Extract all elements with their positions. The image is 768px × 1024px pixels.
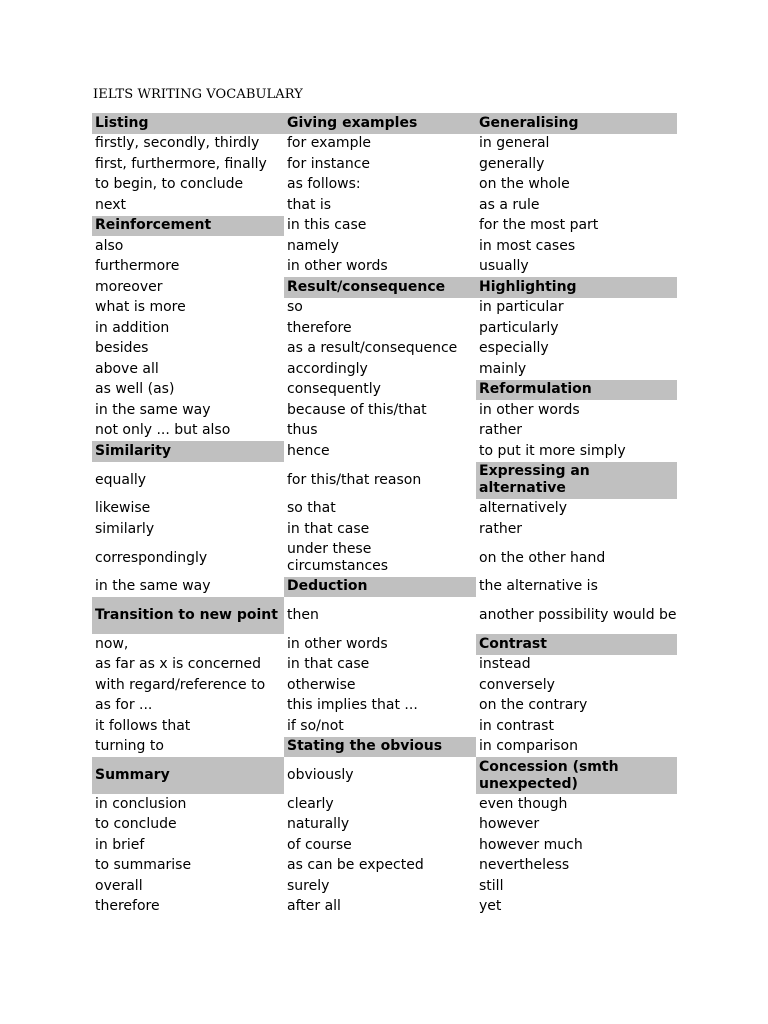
- vocab-cell: particularly: [479, 319, 559, 336]
- vocab-cell: especially: [479, 340, 549, 357]
- vocab-cell: turning to: [95, 738, 164, 755]
- vocab-cell: in comparison: [479, 738, 578, 755]
- vocab-cell: this implies that ...: [287, 697, 418, 714]
- vocab-cell: now,: [95, 635, 129, 652]
- vocab-cell: mainly: [479, 360, 527, 377]
- table-row: [92, 462, 677, 499]
- vocab-cell: namely: [287, 237, 339, 254]
- section-heading: Highlighting: [476, 277, 677, 298]
- vocab-cell: however: [479, 816, 540, 833]
- vocab-cell: equally: [95, 471, 147, 488]
- vocab-cell: consequently: [287, 381, 381, 398]
- section-heading: Contrast: [476, 634, 677, 655]
- vocab-cell: as for ...: [95, 697, 153, 714]
- vocab-cell: the alternative is: [479, 578, 598, 595]
- vocab-cell: clearly: [287, 795, 334, 812]
- vocab-cell: then: [287, 607, 319, 623]
- vocab-cell: moreover: [95, 278, 163, 295]
- table-row: [92, 519, 677, 540]
- table-row: [92, 134, 677, 155]
- vocab-cell: otherwise: [287, 676, 356, 693]
- vocab-cell: besides: [95, 340, 149, 357]
- table-row: [92, 856, 677, 877]
- vocab-cell: in particular: [479, 299, 564, 316]
- vocab-cell: next: [95, 196, 127, 213]
- vocab-cell: it follows that: [95, 717, 191, 734]
- table-row: [92, 696, 677, 717]
- table-row: [92, 897, 677, 918]
- vocab-cell: in contrast: [479, 717, 554, 734]
- vocab-cell: in that case: [287, 656, 370, 673]
- vocab-cell: to begin, to conclude: [95, 176, 244, 193]
- vocab-cell: furthermore: [95, 258, 180, 275]
- section-heading: Similarity: [92, 441, 284, 462]
- vocab-cell: conversely: [479, 676, 555, 693]
- vocab-cell: nevertheless: [479, 857, 570, 874]
- vocab-cell: rather: [479, 520, 523, 537]
- vocab-cell: under these circumstances: [287, 541, 389, 574]
- table-row: [92, 318, 677, 339]
- section-heading: Stating the obvious: [284, 737, 476, 758]
- table-row: [92, 815, 677, 836]
- vocab-cell: to put it more simply: [479, 442, 626, 459]
- section-heading: Reinforcement: [92, 216, 284, 237]
- vocab-cell: surely: [287, 877, 330, 894]
- table-row: [92, 716, 677, 737]
- table-row: [92, 634, 677, 655]
- vocab-cell: for example: [287, 135, 371, 152]
- table-row: [92, 737, 677, 758]
- vocab-cell: thus: [287, 422, 318, 439]
- page-title: IELTS WRITING VOCABULARY: [93, 87, 303, 102]
- vocab-cell: on the whole: [479, 176, 570, 193]
- table-row: [92, 597, 677, 634]
- vocab-cell: as can be expected: [287, 857, 424, 874]
- table-row: [92, 421, 677, 442]
- vocab-cell: not only ... but also: [95, 422, 231, 439]
- table-row: [92, 835, 677, 856]
- vocab-cell: likewise: [95, 500, 151, 517]
- table-row: [92, 339, 677, 360]
- vocab-cell: still: [479, 877, 504, 894]
- table-row: [92, 216, 677, 237]
- vocabulary-table: [92, 113, 677, 917]
- vocab-cell: in addition: [95, 319, 170, 336]
- vocab-cell: similarly: [95, 520, 155, 537]
- vocab-cell: on the contrary: [479, 697, 588, 714]
- section-heading: Expressing an alternative: [476, 462, 677, 499]
- vocab-cell: for this/that reason: [287, 471, 422, 488]
- section-heading: Deduction: [284, 577, 476, 598]
- vocab-cell: above all: [95, 360, 159, 377]
- vocab-cell: firstly, secondly, thirdly: [95, 135, 260, 152]
- vocab-cell: so: [287, 299, 303, 316]
- table-row: [92, 154, 677, 175]
- vocab-cell: as follows:: [287, 176, 361, 193]
- vocab-cell: to conclude: [95, 816, 177, 833]
- section-heading: Listing: [92, 113, 284, 134]
- table-row: [92, 757, 677, 794]
- vocab-cell: naturally: [287, 816, 350, 833]
- table-row: [92, 441, 677, 462]
- vocab-cell: to summarise: [95, 857, 192, 874]
- vocab-cell: therefore: [287, 319, 352, 336]
- vocab-cell: as well (as): [95, 381, 175, 398]
- vocab-cell: correspondingly: [95, 549, 208, 566]
- vocab-cell: first, furthermore, finally: [95, 155, 267, 172]
- vocab-cell: in conclusion: [95, 795, 187, 812]
- vocab-cell: that is: [287, 196, 332, 213]
- table-row: [92, 655, 677, 676]
- vocab-cell: usually: [479, 258, 529, 275]
- table-row: [92, 675, 677, 696]
- table-row: [92, 400, 677, 421]
- section-heading: Giving examples: [284, 113, 476, 134]
- table-row: [92, 499, 677, 520]
- vocab-cell: on the other hand: [479, 549, 606, 566]
- vocab-cell: as a rule: [479, 196, 540, 213]
- table-row: [92, 175, 677, 196]
- table-row: [92, 380, 677, 401]
- vocab-cell: in this case: [287, 217, 367, 234]
- section-heading: Generalising: [476, 113, 677, 134]
- vocab-cell: even though: [479, 795, 568, 812]
- vocab-cell: of course: [287, 836, 352, 853]
- vocab-cell: if so/not: [287, 717, 344, 734]
- vocab-cell: yet: [479, 898, 502, 915]
- vocab-cell: for instance: [287, 155, 371, 172]
- vocab-cell: accordingly: [287, 360, 368, 377]
- vocab-cell: after all: [287, 898, 341, 915]
- vocab-cell: overall: [95, 877, 143, 894]
- table-row: [92, 540, 677, 577]
- table-row: [92, 298, 677, 319]
- section-heading: Reformulation: [476, 380, 677, 401]
- vocab-cell: in general: [479, 135, 550, 152]
- vocab-cell: with regard/reference to: [95, 676, 266, 693]
- vocab-cell: what is more: [95, 299, 186, 316]
- vocab-cell: in brief: [95, 836, 145, 853]
- table-row: [92, 257, 677, 278]
- vocab-cell: instead: [479, 656, 531, 673]
- vocab-cell: rather: [479, 422, 523, 439]
- table-row: [92, 794, 677, 815]
- vocab-cell: in the same way: [95, 578, 211, 595]
- vocabulary-table-body: [92, 113, 677, 917]
- vocab-cell: for the most part: [479, 217, 599, 234]
- vocab-cell: because of this/that: [287, 401, 427, 418]
- vocab-cell: in the same way: [95, 401, 211, 418]
- vocab-cell: in other words: [479, 401, 580, 418]
- vocab-cell: obviously: [287, 767, 354, 783]
- section-heading: Summary: [92, 757, 284, 794]
- table-row: [92, 876, 677, 897]
- table-row: [92, 236, 677, 257]
- vocab-cell: alternatively: [479, 500, 567, 517]
- vocab-cell: generally: [479, 155, 545, 172]
- vocab-cell: another possibility would be: [479, 607, 677, 623]
- vocab-cell: however much: [479, 836, 583, 853]
- vocab-cell: in that case: [287, 520, 370, 537]
- table-row: [92, 577, 677, 598]
- vocab-cell: as a result/consequence: [287, 340, 458, 357]
- vocab-cell: in other words: [287, 635, 388, 652]
- section-heading: Transition to new point: [92, 597, 284, 634]
- vocab-cell: in other words: [287, 258, 388, 275]
- vocab-cell: also: [95, 237, 124, 254]
- vocab-cell: so that: [287, 500, 336, 517]
- section-heading: Concession (smth unexpected): [476, 757, 677, 794]
- vocab-cell: hence: [287, 442, 330, 459]
- section-heading: Result/consequence: [284, 277, 476, 298]
- vocab-cell: in most cases: [479, 237, 576, 254]
- table-row: [92, 277, 677, 298]
- table-row: [92, 195, 677, 216]
- vocab-cell: as far as x is concerned: [95, 656, 262, 673]
- vocab-cell: therefore: [95, 898, 160, 915]
- table-row: [92, 359, 677, 380]
- table-row: [92, 113, 677, 134]
